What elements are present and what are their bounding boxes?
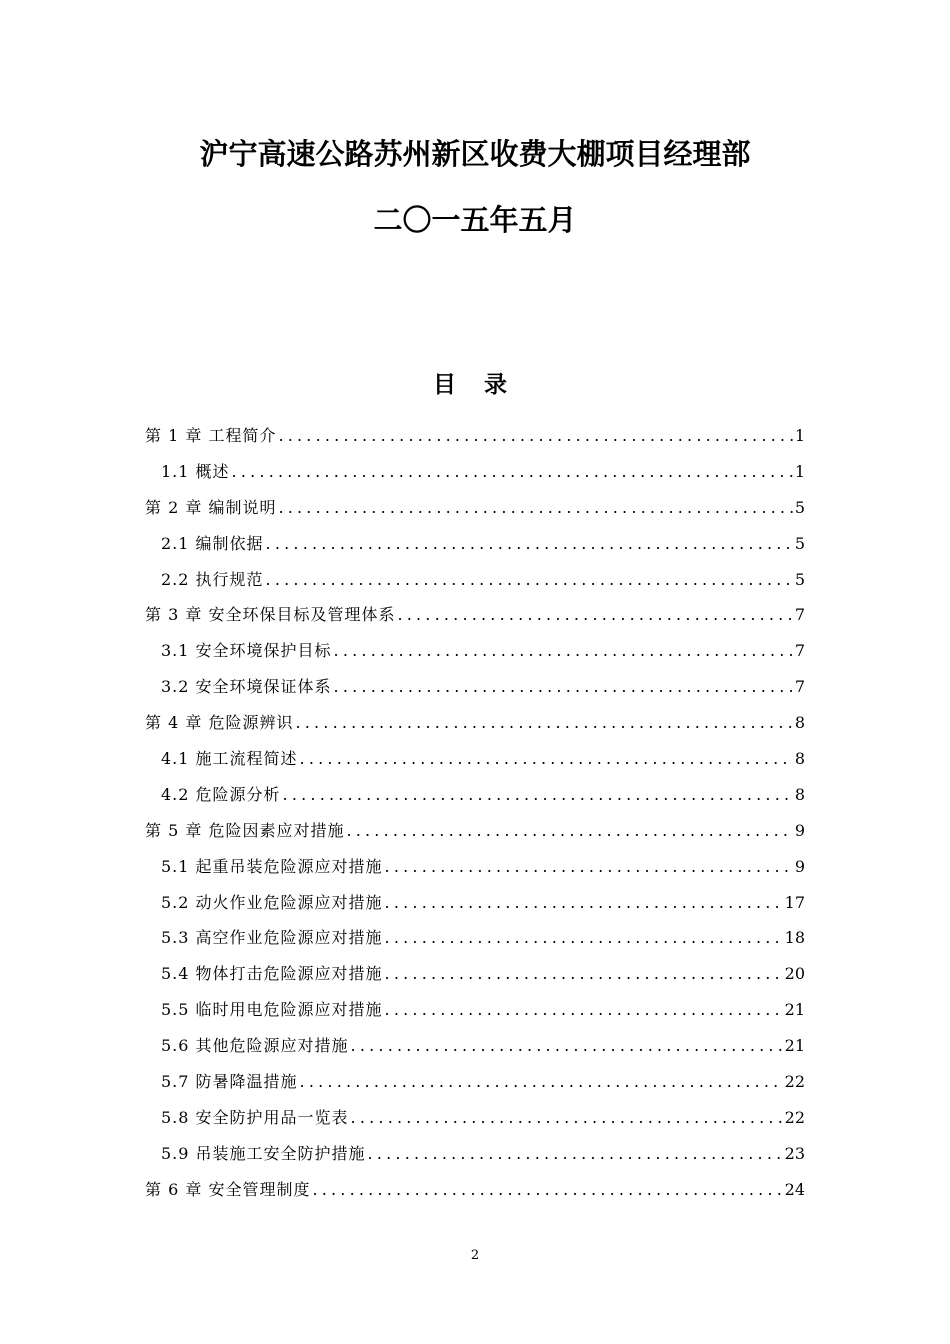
- toc-entry-label: 5.5 临时用电危险源应对措施: [161, 1000, 383, 1020]
- toc-heading: 目 录: [432, 371, 517, 398]
- toc-entry-label: 第 3 章 安全环保目标及管理体系: [145, 605, 396, 625]
- toc-entry[interactable]: [145, 562, 805, 598]
- toc-dot-leader: [397, 597, 792, 633]
- toc-dot-leader: [334, 633, 793, 669]
- toc-entry-page: 21: [784, 1036, 805, 1056]
- toc-entry-page: 9: [794, 856, 805, 876]
- toc-entry-page: 18: [784, 928, 805, 948]
- toc-entry[interactable]: [145, 813, 805, 849]
- toc-dot-leader: [385, 992, 783, 1028]
- toc-entry[interactable]: [145, 849, 805, 885]
- toc-entry[interactable]: [145, 454, 805, 490]
- toc-entry-label: 第 4 章 危险源辨识: [145, 713, 294, 733]
- toc-entry[interactable]: [145, 669, 805, 705]
- toc-dot-leader: [300, 741, 793, 777]
- toc-entry-page: 17: [784, 892, 805, 912]
- toc-entry-label: 5.4 物体打击危险源应对措施: [161, 964, 383, 984]
- toc-entry-page: 8: [794, 713, 805, 733]
- toc-entry-label: 5.9 吊装施工安全防护措施: [161, 1143, 366, 1163]
- toc-dot-leader: [266, 562, 793, 598]
- toc-entry[interactable]: [145, 490, 805, 526]
- toc-entry-page: 22: [784, 1107, 805, 1127]
- toc-entry-page: 23: [784, 1143, 805, 1163]
- toc-entry-label: 3.2 安全环境保证体系: [161, 677, 332, 697]
- toc-entry[interactable]: [145, 777, 805, 813]
- toc-entry-label: 5.7 防暑降温措施: [161, 1072, 298, 1092]
- toc-dot-leader: [385, 920, 783, 956]
- toc-dot-leader: [385, 956, 783, 992]
- toc-dot-leader: [278, 490, 792, 526]
- toc-entry[interactable]: [145, 633, 805, 669]
- toc-dot-leader: [334, 669, 793, 705]
- toc-entry[interactable]: [145, 1136, 805, 1172]
- toc-entry[interactable]: [145, 705, 805, 741]
- toc-entry-label: 5.1 起重吊装危险源应对措施: [161, 856, 383, 876]
- toc-entry-page: 8: [794, 784, 805, 804]
- toc-dot-leader: [300, 1064, 783, 1100]
- toc-dot-leader: [283, 777, 793, 813]
- toc-entry-page: 22: [784, 1072, 805, 1092]
- toc-entry-label: 第 6 章 安全管理制度: [145, 1179, 311, 1199]
- toc-entry-label: 5.2 动火作业危险源应对措施: [161, 892, 383, 912]
- toc-entry-page: 7: [794, 677, 805, 697]
- toc-entry-page: 5: [794, 533, 805, 553]
- toc-entry-label: 第 5 章 危险因素应对措施: [145, 820, 345, 840]
- toc-entry-label: 第 1 章 工程简介: [145, 426, 277, 445]
- toc-entry[interactable]: [145, 1064, 805, 1100]
- toc-entry-label: 1.1 概述: [161, 461, 230, 481]
- toc-entry-label: 3.1 安全环境保护目标: [161, 641, 332, 661]
- toc-entry[interactable]: [145, 418, 805, 454]
- toc-dot-leader: [351, 1100, 783, 1136]
- toc-entry-page: 9: [794, 820, 805, 840]
- toc-entry[interactable]: [145, 526, 805, 562]
- table-of-contents: [145, 418, 805, 1208]
- toc-dot-leader: [351, 1028, 783, 1064]
- toc-entry-label: 5.6 其他危险源应对措施: [161, 1036, 349, 1056]
- toc-entry-page: 20: [784, 964, 805, 984]
- toc-entry[interactable]: [145, 992, 805, 1028]
- toc-entry[interactable]: [145, 741, 805, 777]
- toc-entry[interactable]: [145, 1172, 805, 1208]
- toc-dot-leader: [385, 849, 793, 885]
- toc-entry-page: 7: [794, 641, 805, 661]
- toc-entry-page: 5: [794, 497, 805, 517]
- organization-title: 沪宁高速公路苏州新区收费大棚项目经理部: [199, 137, 751, 171]
- toc-entry[interactable]: [145, 1028, 805, 1064]
- page-number: 2: [470, 1248, 480, 1263]
- toc-entry-label: 4.1 施工流程简述: [161, 749, 298, 769]
- document-date: 二〇一五年五月: [373, 203, 577, 237]
- toc-dot-leader: [368, 1136, 783, 1172]
- toc-dot-leader: [385, 885, 783, 921]
- toc-entry-label: 2.2 执行规范: [161, 569, 264, 589]
- toc-entry-page: 21: [784, 1000, 805, 1020]
- toc-entry[interactable]: [145, 597, 805, 633]
- toc-entry-label: 5.8 安全防护用品一览表: [161, 1107, 349, 1127]
- toc-entry[interactable]: [145, 1100, 805, 1136]
- toc-dot-leader: [346, 813, 792, 849]
- toc-dot-leader: [295, 705, 792, 741]
- toc-entry[interactable]: [145, 920, 805, 956]
- toc-entry-label: 5.3 高空作业危险源应对措施: [161, 928, 383, 948]
- toc-entry[interactable]: [145, 885, 805, 921]
- toc-entry-label: 第 2 章 编制说明: [145, 497, 277, 517]
- toc-entry-label: 4.2 危险源分析: [161, 784, 281, 804]
- toc-entry-page: 8: [794, 749, 805, 769]
- toc-entry-page: 7: [794, 605, 805, 625]
- toc-entry-label: 2.1 编制依据: [161, 533, 264, 553]
- toc-entry-page: 1: [794, 461, 805, 481]
- toc-entry-page: 24: [784, 1179, 805, 1199]
- toc-entry-page: 5: [794, 569, 805, 589]
- toc-dot-leader: [278, 418, 792, 454]
- toc-entry[interactable]: [145, 956, 805, 992]
- toc-dot-leader: [312, 1172, 782, 1208]
- toc-dot-leader: [266, 526, 793, 562]
- toc-dot-leader: [232, 454, 793, 490]
- toc-entry-page: 1: [794, 426, 805, 445]
